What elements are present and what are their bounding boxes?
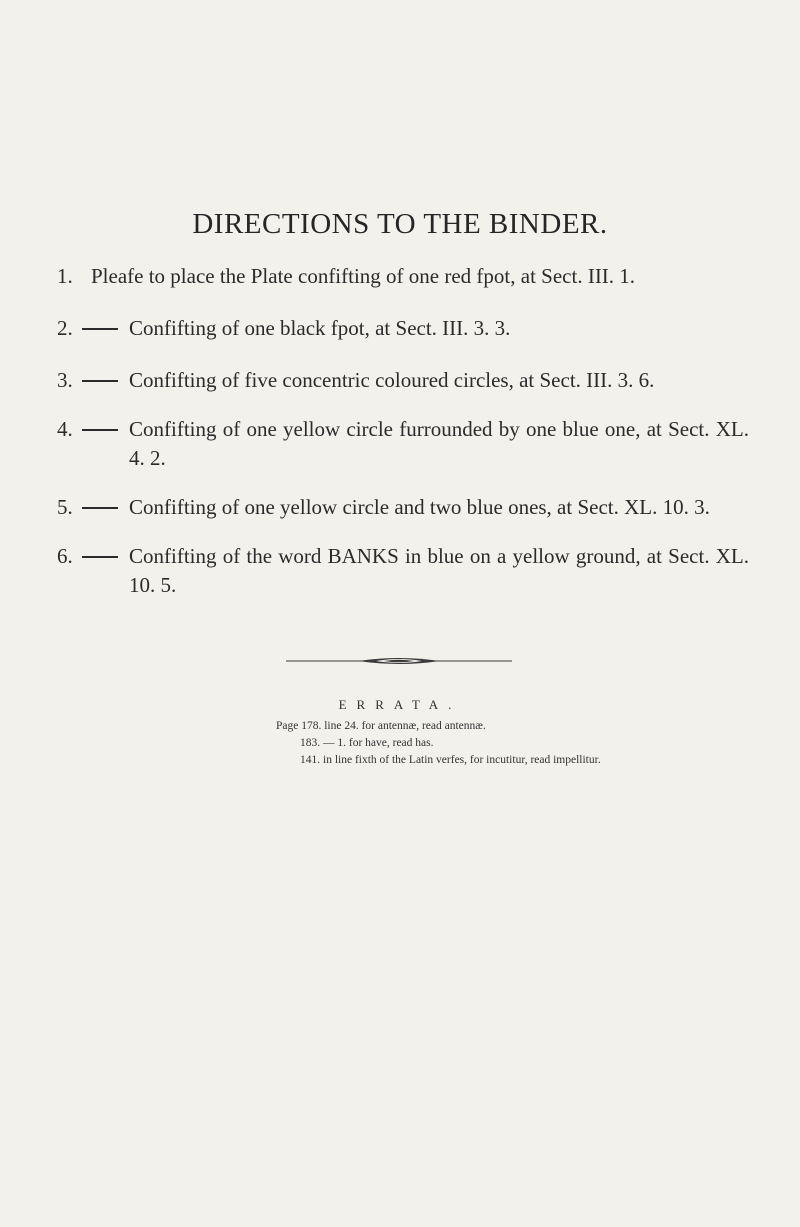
errata-heading: ERRATA. (338, 697, 462, 712)
direction-item (0, 366, 800, 395)
item-number: 5. (57, 495, 73, 519)
ditto-dash (82, 507, 118, 509)
ditto-dash (82, 380, 118, 382)
item-number: 2. (57, 316, 73, 340)
item-text: Confifting of five concentric coloured circles, at Sect. III. 3. 6. (129, 368, 655, 392)
item-number: 1. (57, 264, 73, 288)
item-text: Confifting of the word BANKS in blue on a yellow ground, at Sect. XL. 10. 5. (129, 544, 749, 597)
errata-line: 141. in line fixth of the Latin verfes, for incutitur, read impellitur. (300, 754, 601, 766)
ditto-dash (82, 328, 118, 330)
direction-item (0, 314, 800, 343)
item-text: Confifting of one yellow circle furrounded by one blue one, at Sect. XL. 4. 2. (129, 417, 749, 470)
item-number: 6. (57, 544, 73, 568)
item-number: 3. (57, 368, 73, 392)
direction-item (0, 415, 800, 473)
item-text: Pleafe to place the Plate confifting of one red fpot, at Sect. III. 1. (91, 264, 636, 288)
errata-line: Page 178. line 24. for antennæ, read antennæ. (276, 720, 486, 732)
ditto-dash (82, 556, 118, 558)
directions-list (0, 262, 800, 600)
errata-list (276, 718, 696, 769)
page-title: DIRECTIONS TO THE BINDER. (192, 208, 608, 240)
item-text: Confifting of one black fpot, at Sect. III. 3. 3. (129, 316, 511, 340)
ornament-rule (286, 656, 512, 666)
direction-item (0, 493, 800, 522)
item-text: Confifting of one yellow circle and two blue ones, at Sect. XL. 10. 3. (129, 495, 710, 519)
item-number: 4. (57, 417, 73, 441)
direction-item (0, 542, 800, 600)
errata-line: 183. — 1. for have, read has. (300, 737, 434, 749)
direction-item (0, 262, 800, 291)
ditto-dash (82, 429, 118, 431)
